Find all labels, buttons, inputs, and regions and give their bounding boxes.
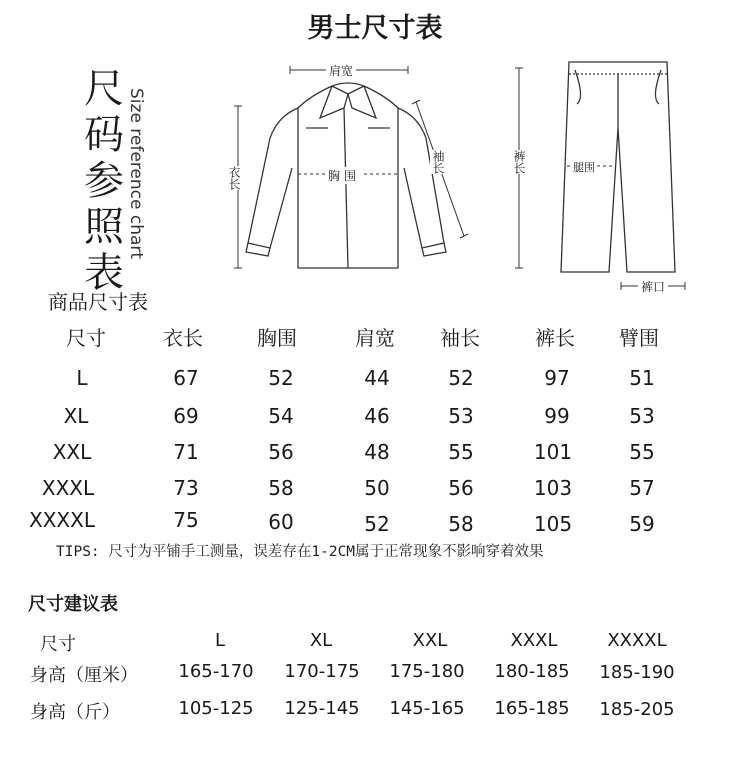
table-header: 臂围 [619,326,659,350]
table-cell: 50 [364,476,390,500]
table-cell: 170-175 [284,661,360,682]
page-title: 男士尺寸表 [307,13,443,44]
table-cell: 185-205 [599,699,675,720]
table-header: 尺寸 [40,634,76,655]
table-header: XL [309,630,333,651]
label-chest: 胸围 [328,169,361,183]
table-cell: 145-165 [389,698,465,719]
table-header: 尺寸 [66,326,106,350]
table-cell: 52 [448,366,474,390]
table-cell: 75 [173,508,199,532]
table-cell: 58 [268,476,294,500]
table-cell: 46 [364,404,390,428]
table-cell: 105 [533,512,573,536]
table-header: 袖长 [440,326,480,350]
tips-note: TIPS: 尺寸为平铺手工测量，误差存在1-2CM属于正常现象不影响穿着效果 [56,544,544,560]
table-header: 裤长 [535,326,575,350]
table-header: 衣长 [163,326,203,350]
table-cell: 103 [533,476,573,500]
table-cell: 53 [629,404,655,428]
table-cell: 59 [629,512,655,536]
table-cell: 165-185 [494,698,570,719]
table-cell: 73 [173,476,199,500]
table-cell: 48 [364,440,390,464]
table-header: 胸围 [257,326,297,350]
table-header: 肩宽 [355,326,395,350]
table-header: XXXXL [607,630,667,651]
label-sleeve: 袖长 [431,150,445,174]
label-pants-length: 裤长 [512,150,526,174]
table-cell: 99 [544,404,570,428]
table-cell: 71 [173,440,199,464]
table-header: XXXL [510,630,558,651]
table-cell: 67 [173,366,199,390]
table-cell: 185-190 [599,662,675,683]
table-cell: 44 [364,366,390,390]
table-cell: 175-180 [389,661,465,682]
label-thigh: 腿围 [573,161,595,174]
table-cell: 51 [629,366,655,390]
row-label: 身高（厘米） [30,665,138,686]
table-cell: 165-170 [178,661,254,682]
table-header: L [214,630,226,651]
table-cell: XXXXL [29,508,95,532]
label-length: 衣长 [227,166,241,190]
table-cell: 55 [629,440,655,464]
table-cell: 69 [173,404,199,428]
table-cell: 54 [268,404,294,428]
table-cell: XL [63,404,89,428]
table-cell: XXL [52,440,92,464]
table-cell: 97 [544,366,570,390]
table-cell: 57 [629,476,655,500]
table-cell: XXXL [41,476,95,500]
product-table-title: 商品尺寸表 [48,290,148,314]
label-hem: 裤口 [638,278,668,295]
table-header: XXL [412,630,448,651]
row-label: 身高（斤） [30,702,120,723]
table-cell: L [76,366,88,390]
table-cell: 53 [448,404,474,428]
table-cell: 56 [268,440,294,464]
table-cell: 105-125 [178,698,254,719]
side-title-cn: 尺码参照表 [84,66,124,296]
table-cell: 52 [364,512,390,536]
table-cell: 60 [268,510,294,534]
table-cell: 55 [448,440,474,464]
table-cell: 52 [268,366,294,390]
suggest-table-title: 尺寸建议表 [28,594,118,615]
side-title-en: Size reference chart [126,88,146,260]
label-shoulder: 肩宽 [326,62,356,79]
table-cell: 56 [448,476,474,500]
table-cell: 58 [448,512,474,536]
pants-diagram [505,58,705,298]
table-cell: 125-145 [284,698,360,719]
table-cell: 101 [533,440,573,464]
table-cell: 180-185 [494,661,570,682]
